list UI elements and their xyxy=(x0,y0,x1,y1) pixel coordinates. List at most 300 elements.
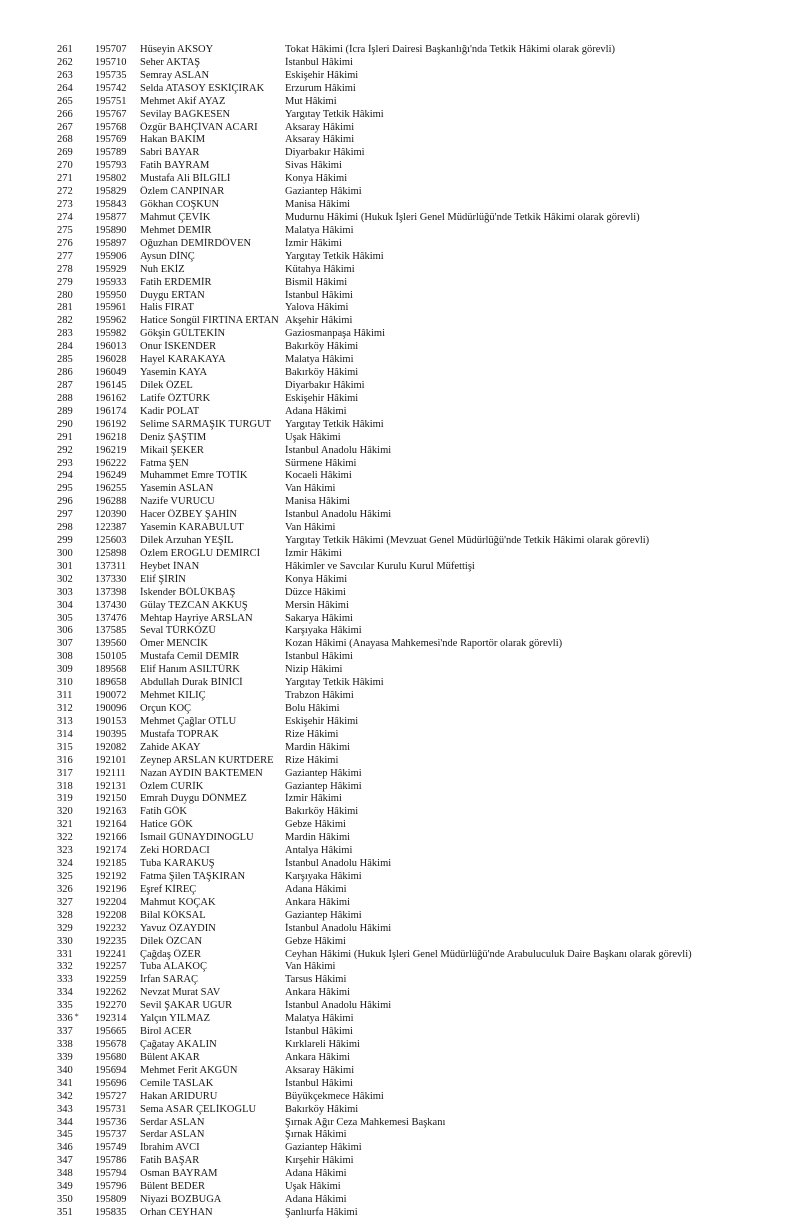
duty-text: Uşak Hâkimi xyxy=(285,1181,341,1193)
registry-number: 195735 xyxy=(95,69,127,81)
duty-text: Mudurnu Hâkimi (Hukuk İşleri Genel Müdürlüğü'nde Tetkik Hâkimi olarak görevli) xyxy=(285,211,640,223)
row-number: 310 xyxy=(57,677,73,689)
table-row xyxy=(57,1052,792,1065)
registry-number: 195843 xyxy=(95,199,127,211)
table-row xyxy=(57,328,792,341)
row-number: 303 xyxy=(57,586,73,598)
duty-text: Şırnak Ağır Ceza Mahkemesi Başkanı xyxy=(285,1116,446,1128)
judge-name: Nevzat Murat SAV xyxy=(140,987,221,999)
row-number: 264 xyxy=(57,82,73,94)
judge-name: Tuba ALAKOÇ xyxy=(140,961,207,973)
judge-name: Hatice GÖK xyxy=(140,819,193,831)
table-row xyxy=(57,987,792,1000)
table-row xyxy=(57,961,792,974)
table-row xyxy=(57,806,792,819)
duty-text: İzmir Hâkimi xyxy=(285,237,342,249)
judge-name: Nazan AYDIN BAKTEMEN xyxy=(140,767,263,779)
duty-text: Kozan Hâkimi (Anayasa Mahkemesi'nde Raportör olarak görevli) xyxy=(285,638,563,650)
judge-name: Mahmut ÇEVİK xyxy=(140,211,211,223)
table-row xyxy=(57,625,792,638)
judge-name: Sevil ŞAKAR UĞUR xyxy=(140,1000,233,1012)
duty-text: İstanbul Hâkimi xyxy=(285,56,353,68)
table-row xyxy=(57,406,792,419)
table-row xyxy=(57,1065,792,1078)
row-number: 335 xyxy=(57,1000,73,1012)
duty-text: Kocaeli Hâkimi xyxy=(285,470,352,482)
duty-text: Gaziantep Hâkimi xyxy=(285,1142,362,1154)
duty-text: Eskişehir Hâkimi xyxy=(285,392,359,404)
table-row xyxy=(57,781,792,794)
judge-name: Sevilay BAĞKESEN xyxy=(140,108,231,120)
registry-number: 195982 xyxy=(95,328,127,340)
duty-text: Kırşehir Hâkimi xyxy=(285,1155,354,1167)
judge-name: Orçun KOÇ xyxy=(140,703,192,715)
registry-number: 192232 xyxy=(95,922,127,934)
table-row xyxy=(57,1091,792,1104)
row-number: 293 xyxy=(57,457,73,469)
row-number: 266 xyxy=(57,108,73,120)
judge-name: İsmail GÜNAYDINOĞLU xyxy=(140,832,254,844)
table-row xyxy=(57,367,792,380)
duty-text: Yargıtay Tetkik Hâkimi (Mevzuat Genel Müdürlüğü'nde Tetkik Hâkimi olarak görevli) xyxy=(285,535,650,547)
judge-name: Heybet İNAN xyxy=(140,560,200,572)
judge-name: Fatih BAYRAM xyxy=(140,160,210,172)
judge-name: Dilek ÖZCAN xyxy=(140,935,203,947)
duty-text: Bismil Hâkimi xyxy=(285,276,348,288)
row-number: 321 xyxy=(57,819,73,831)
asterisk-mark: * xyxy=(74,1012,79,1022)
duty-text: Düzce Hâkimi xyxy=(285,586,346,598)
registry-number: 120390 xyxy=(95,509,127,521)
judge-name: Hakan ARIDURU xyxy=(140,1090,218,1102)
judge-name: Mustafa TOPRAK xyxy=(140,728,219,740)
judge-name: Bülent AKAR xyxy=(140,1051,200,1063)
table-row xyxy=(57,445,792,458)
table-row xyxy=(57,793,792,806)
registry-number: 192150 xyxy=(95,793,127,805)
registry-number: 192257 xyxy=(95,961,127,973)
registry-number: 195665 xyxy=(95,1026,127,1038)
duty-text: İstanbul Anadolu Hâkimi xyxy=(285,509,392,521)
registry-number: 189568 xyxy=(95,664,127,676)
judge-name: Seval TÜRKÖZÜ xyxy=(140,625,216,637)
row-number: 312 xyxy=(57,703,73,715)
row-number: 262 xyxy=(57,56,73,68)
table-row xyxy=(57,522,792,535)
registry-number: 192185 xyxy=(95,858,127,870)
registry-number: 195696 xyxy=(95,1077,127,1089)
row-number: 349 xyxy=(57,1181,73,1193)
judge-name: Hayel KARAKAYA xyxy=(140,354,226,366)
registry-number: 122387 xyxy=(95,522,127,534)
row-number: 296 xyxy=(57,496,73,508)
duty-text: Bakırköy Hâkimi xyxy=(285,341,359,353)
table-row xyxy=(57,264,792,277)
table-row xyxy=(57,160,792,173)
duty-text: Eskişehir Hâkimi xyxy=(285,715,359,727)
table-row xyxy=(57,496,792,509)
duty-text: Mardin Hâkimi xyxy=(285,741,351,753)
judge-name: Bülent BEDER xyxy=(140,1181,206,1193)
row-number: 340 xyxy=(57,1064,73,1076)
row-number: 305 xyxy=(57,612,73,624)
registry-number: 192082 xyxy=(95,741,127,753)
registry-number: 195897 xyxy=(95,237,127,249)
row-number: 280 xyxy=(57,289,73,301)
registry-number: 195678 xyxy=(95,1038,127,1050)
registry-number: 196013 xyxy=(95,341,127,353)
row-number: 316 xyxy=(57,754,73,766)
row-number: 325 xyxy=(57,871,73,882)
row-number: 343 xyxy=(57,1103,73,1115)
duty-text: Eskişehir Hâkimi xyxy=(285,69,359,81)
duty-text: Ankara Hâkimi xyxy=(285,987,351,999)
duty-text: Antalya Hâkimi xyxy=(285,845,353,857)
duty-text: İzmir Hâkimi xyxy=(285,793,342,805)
table-row xyxy=(57,225,792,238)
row-number: 315 xyxy=(57,741,73,753)
judge-name: İbrahim AVCI xyxy=(140,1142,200,1154)
table-row xyxy=(57,1026,792,1039)
duty-text: İstanbul Hâkimi xyxy=(285,1026,353,1038)
registry-number: 192270 xyxy=(95,1000,127,1012)
table-row xyxy=(57,884,792,897)
judge-name: Elif Hanım ASILTÜRK xyxy=(140,664,240,676)
duty-text: İzmir Hâkimi xyxy=(285,547,342,559)
table-row xyxy=(57,251,792,264)
registry-number: 195749 xyxy=(95,1142,127,1154)
row-number: 270 xyxy=(57,160,73,172)
table-row xyxy=(57,1013,792,1026)
registry-number: 190395 xyxy=(95,728,127,740)
duty-text: Aksaray Hâkimi xyxy=(285,1064,355,1076)
judge-name: Sabri BAYAR xyxy=(140,147,200,159)
registry-number: 190153 xyxy=(95,715,127,727)
duty-text: Gaziantep Hâkimi xyxy=(285,767,362,779)
duty-text: Erzurum Hâkimi xyxy=(285,82,356,94)
row-number: 330 xyxy=(57,935,73,947)
duty-text: Nizip Hâkimi xyxy=(285,664,343,676)
judge-name: Halis FIRAT xyxy=(140,302,194,314)
duty-text: Bolu Hâkimi xyxy=(285,703,340,715)
row-number: 345 xyxy=(57,1129,73,1141)
judge-name: Mustafa Ali BİLGİLİ xyxy=(140,173,231,185)
registry-number: 192174 xyxy=(95,845,127,857)
registry-number: 195962 xyxy=(95,315,127,327)
table-row xyxy=(57,419,792,432)
registry-number: 195802 xyxy=(95,173,127,185)
registry-number: 195835 xyxy=(95,1206,127,1218)
registry-number: 190096 xyxy=(95,703,127,715)
table-row xyxy=(57,949,792,962)
table-row xyxy=(57,923,792,936)
table-row xyxy=(57,871,792,884)
table-row xyxy=(57,147,792,160)
registry-number: 125603 xyxy=(95,535,127,547)
judge-name: Mehmet Ferit AKGÜN xyxy=(140,1064,238,1076)
table-row xyxy=(57,677,792,690)
judge-name: Çağatay AKALIN xyxy=(140,1038,217,1050)
registry-number: 192241 xyxy=(95,948,127,960)
registry-number: 137311 xyxy=(95,560,127,572)
judge-name: Onur İSKENDER xyxy=(140,341,217,353)
registry-number: 195890 xyxy=(95,224,127,236)
duty-text: İstanbul Hâkimi xyxy=(285,1077,353,1089)
judge-name: Fatih BAŞAR xyxy=(140,1155,200,1167)
row-number: 302 xyxy=(57,573,73,585)
duty-text: Van Hâkimi xyxy=(285,961,336,973)
judge-name: Serdar ASLAN xyxy=(140,1116,205,1128)
judge-name: Selda ATASOY ESKİÇIRAK xyxy=(140,82,265,94)
judge-name: Fatih GÖK xyxy=(140,806,187,818)
duty-text: Rize Hâkimi xyxy=(285,754,339,766)
registry-number: 192314 xyxy=(95,1013,127,1025)
row-number: 332 xyxy=(57,961,73,973)
row-number: 319 xyxy=(57,793,73,805)
judge-name: Emrah Duygu DÖNMEZ xyxy=(140,793,247,805)
registry-number: 195950 xyxy=(95,289,127,301)
table-row xyxy=(57,483,792,496)
judge-name: Yasemin KAYA xyxy=(140,367,208,379)
judge-name: Özlem CURİK xyxy=(140,780,204,792)
duty-text: Ankara Hâkimi xyxy=(285,1051,351,1063)
row-number: 348 xyxy=(57,1168,73,1180)
row-number: 272 xyxy=(57,186,73,198)
row-number: 267 xyxy=(57,121,73,133)
row-number: 290 xyxy=(57,418,73,430)
duty-text: Adana Hâkimi xyxy=(285,1194,347,1206)
registry-number: 196219 xyxy=(95,444,127,456)
registry-number: 195707 xyxy=(95,44,127,55)
row-number: 292 xyxy=(57,444,73,456)
registry-number: 195786 xyxy=(95,1155,127,1167)
judge-name: Sema ASAR ÇELİKOĞLU xyxy=(140,1103,257,1115)
duty-text: Gaziantep Hâkimi xyxy=(285,780,362,792)
row-number: 311 xyxy=(57,690,73,702)
duty-text: Şanlıurfa Hâkimi xyxy=(285,1206,358,1218)
table-row xyxy=(57,651,792,664)
registry-number: 195933 xyxy=(95,276,127,288)
registry-number: 192208 xyxy=(95,909,127,921)
judge-name: Fatma ŞEN xyxy=(140,457,189,469)
judge-name: Mehmet Akif AYAZ xyxy=(140,95,226,107)
table-row xyxy=(57,858,792,871)
registry-number: 195829 xyxy=(95,186,127,198)
registry-number: 137430 xyxy=(95,599,127,611)
duty-text: Ankara Hâkimi xyxy=(285,896,351,908)
table-row xyxy=(57,703,792,716)
duty-text: Malatya Hâkimi xyxy=(285,354,354,366)
judge-name: Özgür BAHÇİVAN ACARI xyxy=(140,121,258,133)
duty-text: İstanbul Anadolu Hâkimi xyxy=(285,1000,392,1012)
judge-name: Semray ASLAN xyxy=(140,69,210,81)
judge-name: Muhammet Emre TOTİK xyxy=(140,470,248,482)
registry-number: 125898 xyxy=(95,547,127,559)
table-row xyxy=(57,315,792,328)
registry-number: 196028 xyxy=(95,354,127,366)
judge-name: Mustafa Cemil DEMİR xyxy=(140,651,240,663)
row-number: 289 xyxy=(57,405,73,417)
judge-name: Hacer ÖZBEY ŞAHİN xyxy=(140,509,238,521)
row-number: 320 xyxy=(57,806,73,818)
row-number: 299 xyxy=(57,535,73,547)
registry-number: 137585 xyxy=(95,625,127,637)
duty-text: Mersin Hâkimi xyxy=(285,599,349,611)
duty-text: Mardin Hâkimi xyxy=(285,832,351,844)
judge-name: Mikail ŞEKER xyxy=(140,444,204,456)
table-row xyxy=(57,587,792,600)
row-number: 339 xyxy=(57,1051,73,1063)
duty-text: Gaziantep Hâkimi xyxy=(285,909,362,921)
duty-text: Konya Hâkimi xyxy=(285,573,348,585)
duty-text: Tokat Hâkimi (İcra İşleri Dairesi Başkanlığı'nda Tetkik Hâkimi olarak görevli) xyxy=(285,44,616,55)
row-number: 283 xyxy=(57,328,73,340)
row-number: 341 xyxy=(57,1077,73,1089)
registry-number: 195769 xyxy=(95,134,127,146)
judge-name: Dilek ÖZEL xyxy=(140,379,193,391)
table-row xyxy=(57,122,792,135)
table-row xyxy=(57,742,792,755)
duty-text: İstanbul Anadolu Hâkimi xyxy=(285,858,392,870)
registry-number: 192259 xyxy=(95,974,127,986)
judge-name: Fatih ERDEMİR xyxy=(140,276,212,288)
judge-name: Orhan CEYHAN xyxy=(140,1206,213,1218)
row-number: 346 xyxy=(57,1142,73,1154)
registry-number: 137476 xyxy=(95,612,127,624)
table-row xyxy=(57,897,792,910)
registry-number: 195961 xyxy=(95,302,127,314)
registry-number: 195789 xyxy=(95,147,127,159)
duty-text: Konya Hâkimi xyxy=(285,173,348,185)
duty-text: Sivas Hâkimi xyxy=(285,160,342,172)
table-row xyxy=(57,613,792,626)
row-number: 304 xyxy=(57,599,73,611)
row-number: 286 xyxy=(57,367,73,379)
registry-number: 196288 xyxy=(95,496,127,508)
row-number: 322 xyxy=(57,832,73,844)
judge-name: Zeynep ARSLAN KURTDERE xyxy=(140,754,274,766)
table-row xyxy=(57,302,792,315)
table-row xyxy=(57,1142,792,1155)
row-number: 294 xyxy=(57,470,73,482)
judge-name: İrfan SARAÇ xyxy=(140,974,199,986)
duty-text: İstanbul Hâkimi xyxy=(285,289,353,301)
row-number: 313 xyxy=(57,715,73,727)
registry-number: 195793 xyxy=(95,160,127,172)
registry-number: 196162 xyxy=(95,392,127,404)
table-row xyxy=(57,1155,792,1168)
table-row xyxy=(57,755,792,768)
judge-name: Zahide AKAY xyxy=(140,741,201,753)
registry-number: 195877 xyxy=(95,211,127,223)
duty-text: Yargıtay Tetkik Hâkimi xyxy=(285,418,384,430)
duty-text: Sakarya Hâkimi xyxy=(285,612,353,624)
duty-text: Akşehir Hâkimi xyxy=(285,315,353,327)
table-row xyxy=(57,1168,792,1181)
row-number: 268 xyxy=(57,134,73,146)
row-number: 301 xyxy=(57,560,73,572)
registry-number: 192262 xyxy=(95,987,127,999)
table-row xyxy=(57,974,792,987)
table-row xyxy=(57,1207,792,1220)
table-row xyxy=(57,535,792,548)
judge-name: Fatma Şilen TAŞKIRAN xyxy=(140,871,246,882)
duty-text: Tarsus Hâkimi xyxy=(285,974,347,986)
duty-text: Sürmene Hâkimi xyxy=(285,457,357,469)
table-row xyxy=(57,70,792,83)
row-number: 281 xyxy=(57,302,73,314)
duty-text: Kırklareli Hâkimi xyxy=(285,1038,360,1050)
table-row xyxy=(57,212,792,225)
duty-text: Adana Hâkimi xyxy=(285,405,347,417)
duty-text: Gaziantep Hâkimi xyxy=(285,186,362,198)
row-number: 285 xyxy=(57,354,73,366)
table-row xyxy=(57,1117,792,1130)
judge-name: Ömer MENCİK xyxy=(140,638,208,650)
judge-name: Gökhan COŞKUN xyxy=(140,199,220,211)
duty-text: Büyükçekmece Hâkimi xyxy=(285,1090,384,1102)
judge-name: Seher AKTAŞ xyxy=(140,56,201,68)
registry-number: 196174 xyxy=(95,405,127,417)
judge-name: Aysun DİNÇ xyxy=(140,250,195,262)
table-row xyxy=(57,199,792,212)
duty-text: Malatya Hâkimi xyxy=(285,1013,354,1025)
row-number: 347 xyxy=(57,1155,73,1167)
judge-name: Hatice Songül FIRTINA ERTAN xyxy=(140,315,279,327)
judge-name: Bilal KÖKSAL xyxy=(140,909,206,921)
registry-number: 190072 xyxy=(95,690,127,702)
row-number: 309 xyxy=(57,664,73,676)
row-number: 336 * xyxy=(57,1012,79,1025)
table-row xyxy=(57,936,792,949)
row-number: 317 xyxy=(57,767,73,779)
row-number: 307 xyxy=(57,638,73,650)
judge-name: Gülay TEZCAN AKKUŞ xyxy=(140,599,248,611)
judge-name: Abdullah Durak BİNİCİ xyxy=(140,677,243,689)
row-number: 342 xyxy=(57,1090,73,1102)
row-number: 288 xyxy=(57,392,73,404)
judge-name: Deniz ŞAŞTIM xyxy=(140,431,207,443)
registry-number: 195737 xyxy=(95,1129,127,1141)
duty-text: İstanbul Hâkimi xyxy=(285,651,353,663)
row-number: 328 xyxy=(57,909,73,921)
judge-name: Mehmet DEMİR xyxy=(140,224,212,236)
judge-name: Çağdaş ÖZER xyxy=(140,948,201,960)
judge-name: Elif ŞİRİN xyxy=(140,573,186,585)
judge-name: Zeki HORDACI xyxy=(140,845,210,857)
judge-list xyxy=(57,44,792,1220)
row-number: 263 xyxy=(57,69,73,81)
registry-number: 137398 xyxy=(95,586,127,598)
row-number: 324 xyxy=(57,858,73,870)
registry-number: 196145 xyxy=(95,379,127,391)
registry-number: 192131 xyxy=(95,780,127,792)
table-row xyxy=(57,96,792,109)
judge-name: Eşref KİREÇ xyxy=(140,883,197,895)
row-number: 337 xyxy=(57,1026,73,1038)
registry-number: 192166 xyxy=(95,832,127,844)
row-number: 300 xyxy=(57,547,73,559)
row-number: 338 xyxy=(57,1038,73,1050)
table-row xyxy=(57,109,792,122)
duty-text: Diyarbakır Hâkimi xyxy=(285,379,365,391)
registry-number: 195794 xyxy=(95,1168,127,1180)
table-row xyxy=(57,173,792,186)
registry-number: 192192 xyxy=(95,871,127,882)
table-row xyxy=(57,1000,792,1013)
registry-number: 195694 xyxy=(95,1064,127,1076)
table-row xyxy=(57,910,792,923)
